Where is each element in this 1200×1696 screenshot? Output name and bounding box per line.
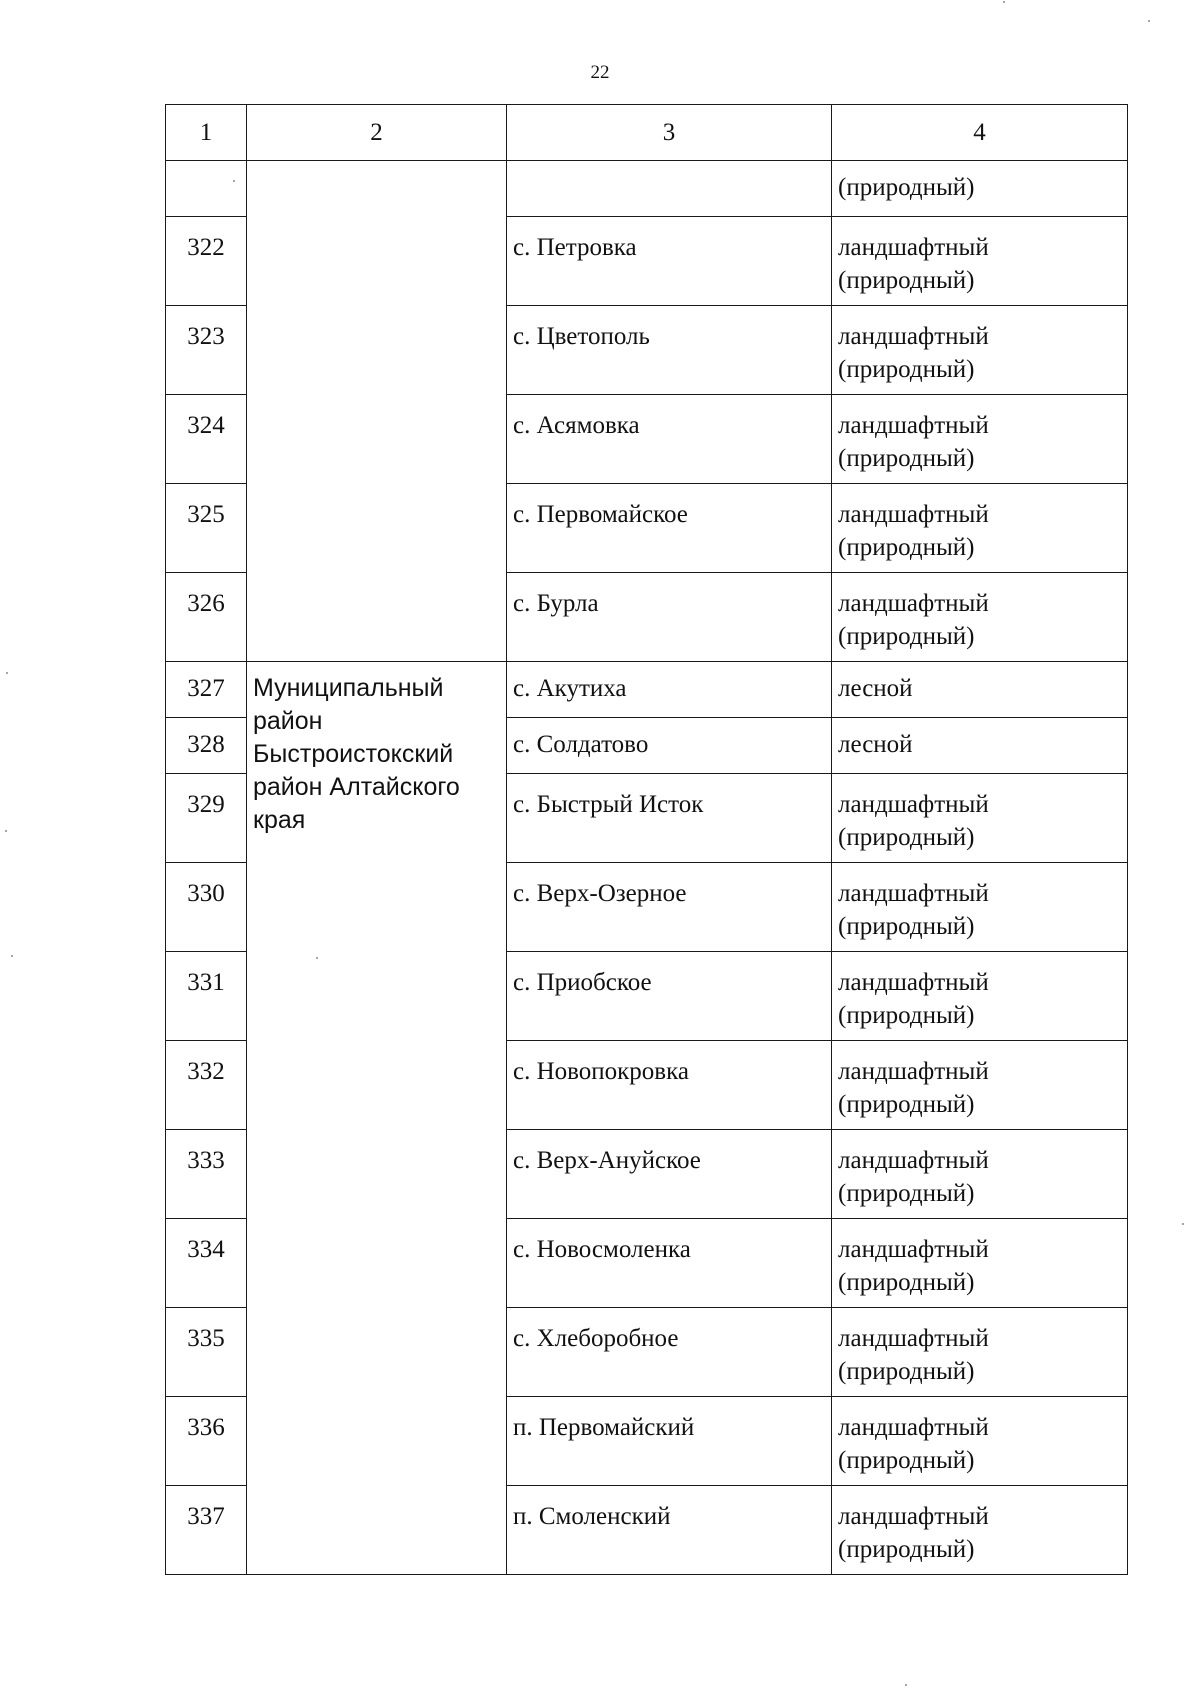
scan-speck bbox=[5, 830, 7, 832]
scan-speck bbox=[1148, 20, 1150, 22]
scan-speck bbox=[905, 1684, 907, 1686]
column-header: 4 bbox=[832, 105, 1128, 161]
type-cell: лесной bbox=[832, 718, 1128, 774]
place-cell: с. Хлеборобное bbox=[507, 1308, 832, 1397]
place-cell: с. Петровка bbox=[507, 217, 832, 306]
table-row bbox=[166, 662, 1128, 718]
row-number-cell: 331 bbox=[166, 952, 247, 1041]
type-cell: лесной bbox=[832, 662, 1128, 718]
type-cell: ландшафтный (природный) bbox=[832, 484, 1128, 573]
type-cell: ландшафтный (природный) bbox=[832, 774, 1128, 863]
type-cell: ландшафтный (природный) bbox=[832, 573, 1128, 662]
type-cell: ландшафтный (природный) bbox=[832, 863, 1128, 952]
type-cell: ландшафтный (природный) bbox=[832, 1397, 1128, 1486]
document-table bbox=[165, 104, 1128, 1575]
scan-speck bbox=[1003, 1, 1005, 3]
row-number-cell: 323 bbox=[166, 306, 247, 395]
place-cell: с. Бурла bbox=[507, 573, 832, 662]
row-number-cell: 333 bbox=[166, 1130, 247, 1219]
type-cell: ландшафтный (природный) bbox=[832, 1219, 1128, 1308]
place-cell: с. Асямовка bbox=[507, 395, 832, 484]
place-cell: с. Приобское bbox=[507, 952, 832, 1041]
row-number-cell: 336 bbox=[166, 1397, 247, 1486]
district-cell: Муниципальный район Быстроистокский район Алтайского края bbox=[247, 662, 507, 1575]
type-cell: (природный) bbox=[832, 161, 1128, 217]
scan-speck bbox=[233, 180, 235, 182]
place-cell: п. Смоленский bbox=[507, 1486, 832, 1575]
table-row bbox=[166, 161, 1128, 217]
place-cell bbox=[507, 161, 832, 217]
row-number-cell: 326 bbox=[166, 573, 247, 662]
row-number-cell: 330 bbox=[166, 863, 247, 952]
place-cell: с. Быстрый Исток bbox=[507, 774, 832, 863]
place-cell: с. Цветополь bbox=[507, 306, 832, 395]
place-cell: с. Новосмоленка bbox=[507, 1219, 832, 1308]
page-number: 22 bbox=[590, 62, 610, 83]
type-cell: ландшафтный (природный) bbox=[832, 1486, 1128, 1575]
place-cell: с. Верх-Ануйское bbox=[507, 1130, 832, 1219]
type-cell: ландшафтный (природный) bbox=[832, 395, 1128, 484]
row-number-cell: 334 bbox=[166, 1219, 247, 1308]
scan-speck bbox=[1182, 1223, 1184, 1225]
row-number-cell: 337 bbox=[166, 1486, 247, 1575]
type-cell: ландшафтный (природный) bbox=[832, 952, 1128, 1041]
column-header: 3 bbox=[507, 105, 832, 161]
place-cell: с. Солдатово bbox=[507, 718, 832, 774]
row-number-cell: 322 bbox=[166, 217, 247, 306]
scan-speck bbox=[6, 672, 8, 674]
scan-speck bbox=[316, 957, 318, 959]
district-cell-previous bbox=[247, 161, 507, 662]
type-cell: ландшафтный (природный) bbox=[832, 217, 1128, 306]
row-number-cell bbox=[166, 161, 247, 217]
row-number-cell: 332 bbox=[166, 1041, 247, 1130]
type-cell: ландшафтный (природный) bbox=[832, 1041, 1128, 1130]
column-header: 2 bbox=[247, 105, 507, 161]
type-cell: ландшафтный (природный) bbox=[832, 1308, 1128, 1397]
row-number-cell: 328 bbox=[166, 718, 247, 774]
place-cell: с. Верх-Озерное bbox=[507, 863, 832, 952]
row-number-cell: 324 bbox=[166, 395, 247, 484]
row-number-cell: 335 bbox=[166, 1308, 247, 1397]
place-cell: с. Первомайское bbox=[507, 484, 832, 573]
type-cell: ландшафтный (природный) bbox=[832, 306, 1128, 395]
column-header: 1 bbox=[166, 105, 247, 161]
type-cell: ландшафтный (природный) bbox=[832, 1130, 1128, 1219]
scan-speck bbox=[11, 955, 13, 957]
table-header-row bbox=[166, 105, 1128, 161]
place-cell: п. Первомайский bbox=[507, 1397, 832, 1486]
place-cell: с. Акутиха bbox=[507, 662, 832, 718]
row-number-cell: 329 bbox=[166, 774, 247, 863]
row-number-cell: 325 bbox=[166, 484, 247, 573]
row-number-cell: 327 bbox=[166, 662, 247, 718]
place-cell: с. Новопокровка bbox=[507, 1041, 832, 1130]
